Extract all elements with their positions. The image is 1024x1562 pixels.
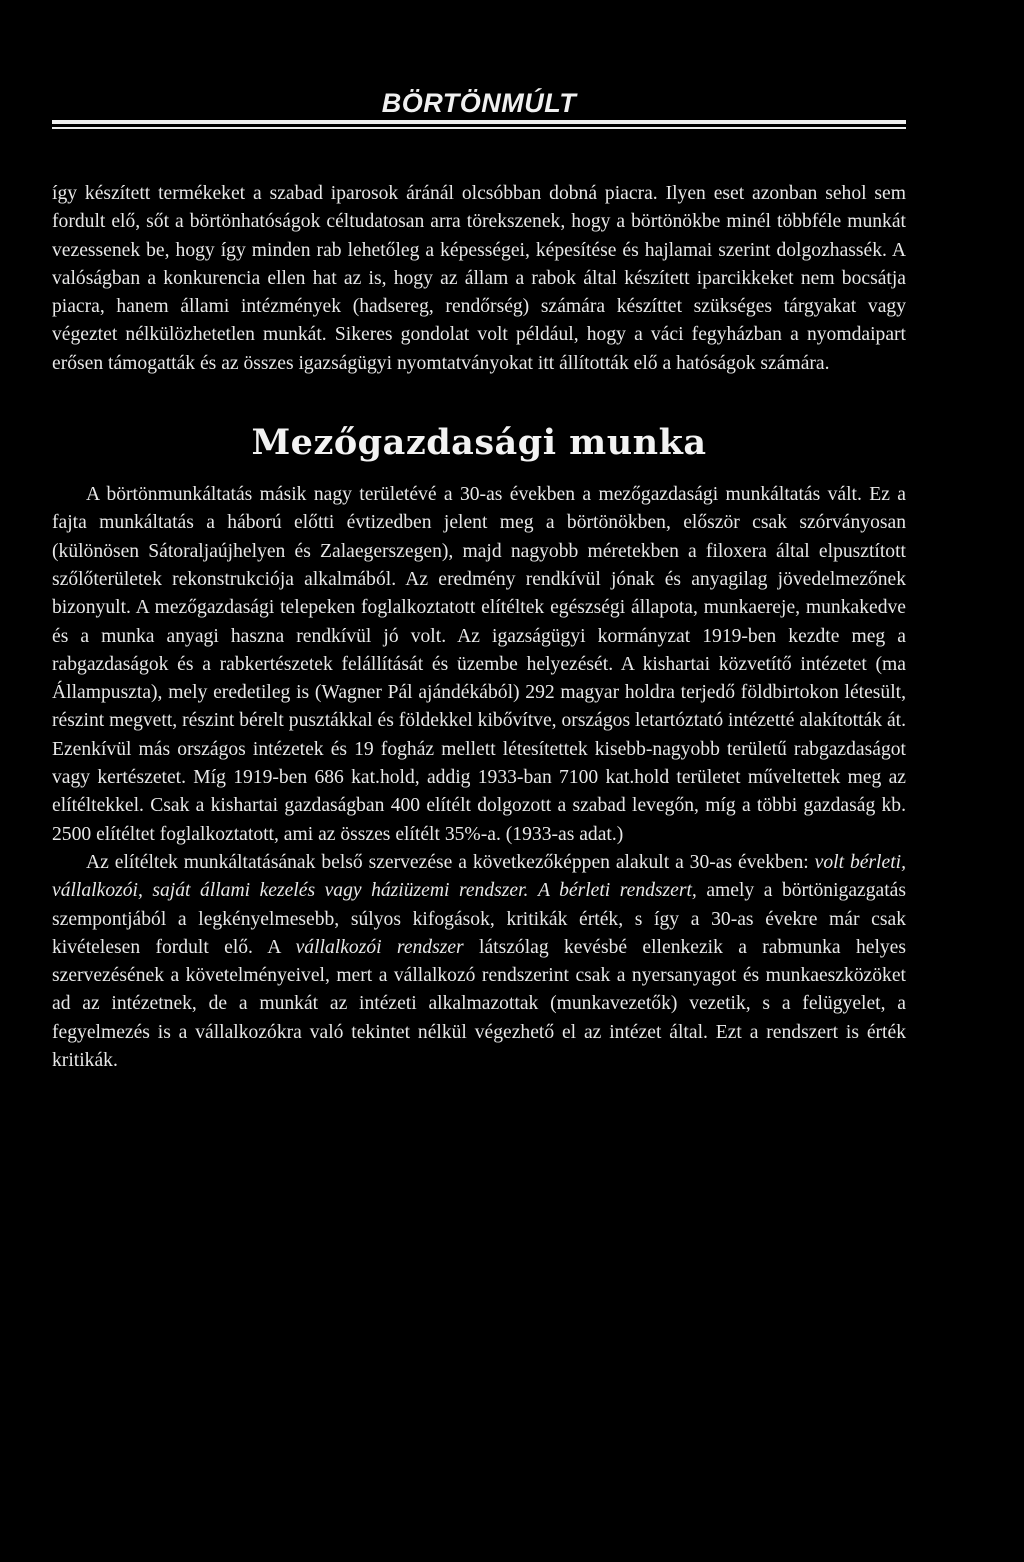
running-title: BÖRTÖNMÚLT (381, 88, 577, 118)
paragraph-2-emphasis-systems: volt bérleti, vállalkozói, saját állami kezelés vagy háziüzemi rendszer. (52, 851, 906, 902)
paragraph-2-text-4: látszólag kevésbé ellenkezik a rabmunka helyes szervezésének a követelményeivel, mert a vállalkozó rendszerint csak a nyersanyagot és munkaeszközöket ad az intézetnek, de a munkát az intézeti alkalmazottak (munkavezetők) vezetik, s a felügyelet, a fegyelmezés is a vállalkozókra való tekintet nélkül végezhető el az intézet által. Ezt a rendszert is érték kritikák. (52, 936, 907, 1072)
running-header (52, 84, 906, 126)
section-heading: Mezőgazdasági munka (251, 422, 707, 464)
intro-paragraph: így készített termékeket a szabad iparosok áránál olcsóbban dobná piacra. Ilyen eset azonban sehol sem fordult elő, sőt a börtönhatóságok céltudatosan arra törekszenek, hogy a börtönökbe minél többféle munkát vezessenek be, hogy így minden rab lehetőleg a képességei, képesítése és hajlamai szerint dolgozhassék. A valóságban a konkurencia ellen hat az is, hogy az állam a rabok által készített iparcikkeket nem bocsátja piacra, hanem állami intézmények (hadsereg, rendőrség) számára készíttet szükséges tárgyakat vagy végeztet nélkülözhetetlen munkát. Sikeres gondolat volt például, hogy a váci fegyházban a nyomdaipart erősen támogatták és az összes igazságügyi nyomtatványokat itt állították elő a hatóságok számára. (52, 183, 906, 374)
header-rule-thick (52, 120, 906, 124)
page (52, 84, 906, 1075)
paragraph-2-text-3: amely a börtönigazgatás szempontjából a legkényelmesebb, súlyos kifogások, kritikák érték, s így a 30-as évekre már csak kivételesen fordult elő. A (52, 880, 906, 958)
body-text (52, 180, 906, 1075)
paragraph-2-text-1: Az elítéltek munkáltatásának belső szervezése a következőképpen alakult a 30-as években: (86, 851, 815, 873)
paragraph-2-emphasis-rental: A bérleti rendszert, (537, 880, 697, 902)
section-paragraph-2 (52, 849, 906, 1075)
section-paragraph-1: A börtönmunkáltatás másik nagy területévé a 30-as években a mezőgazdasági munkáltatás vált. Ez a fajta munkáltatás a háború előtti évtizedben jelent meg a börtönökben, először csak szórványosan (különösen Sátoraljaújhelyen és Zalaegerszegen), majd nagyobb méretekben a filoxera által elpusztított szőlőterületek rekonstrukciója alkalmából. Az eredmény rendkívül jónak és anyagilag jövedelmezőnek bizonyult. A mezőgazdasági telepeken foglalkoztatott elítéltek egészségi állapota, munkaereje, munkakedve és a munka anyagi haszna rendkívül jó volt. Az igazságügyi kormányzat 1919-ben kezdte meg a rabgazdaságok és a rabkertészetek felállítását és üzembe helyezését. A kishartai közvetítő intézetet (ma Állampuszta), mely eredetileg is (Wagner Pál ajándékából) 292 magyar holdra terjedő földbirtokon létesült, részint megvett, részint bérelt pusztákkal és földekkel kibővítve, országos letartóztató intézetté alakították át. Ezenkívül más országos intézetek és 19 fogház mellett létesítettek kisebb-nagyobb területű rabgazdaságot vagy kertészetet. Míg 1919-ben 686 kat.hold, addig 1933-ban 7100 kat.hold területet műveltettek meg az elítéltekkel. Csak a kishartai gazdaságban 400 elítélt dolgozott a szabad levegőn, míg a többi gazdaság kb. 2500 elítéltet foglalkoztatott, ami az összes elítélt 35%-a. (1933-as adat.) (52, 484, 906, 845)
paragraph-2-text-2 (528, 880, 538, 901)
paragraph-2-emphasis-contractor: vállalkozói rendszer (295, 936, 464, 958)
header-rule-thin (52, 127, 906, 129)
